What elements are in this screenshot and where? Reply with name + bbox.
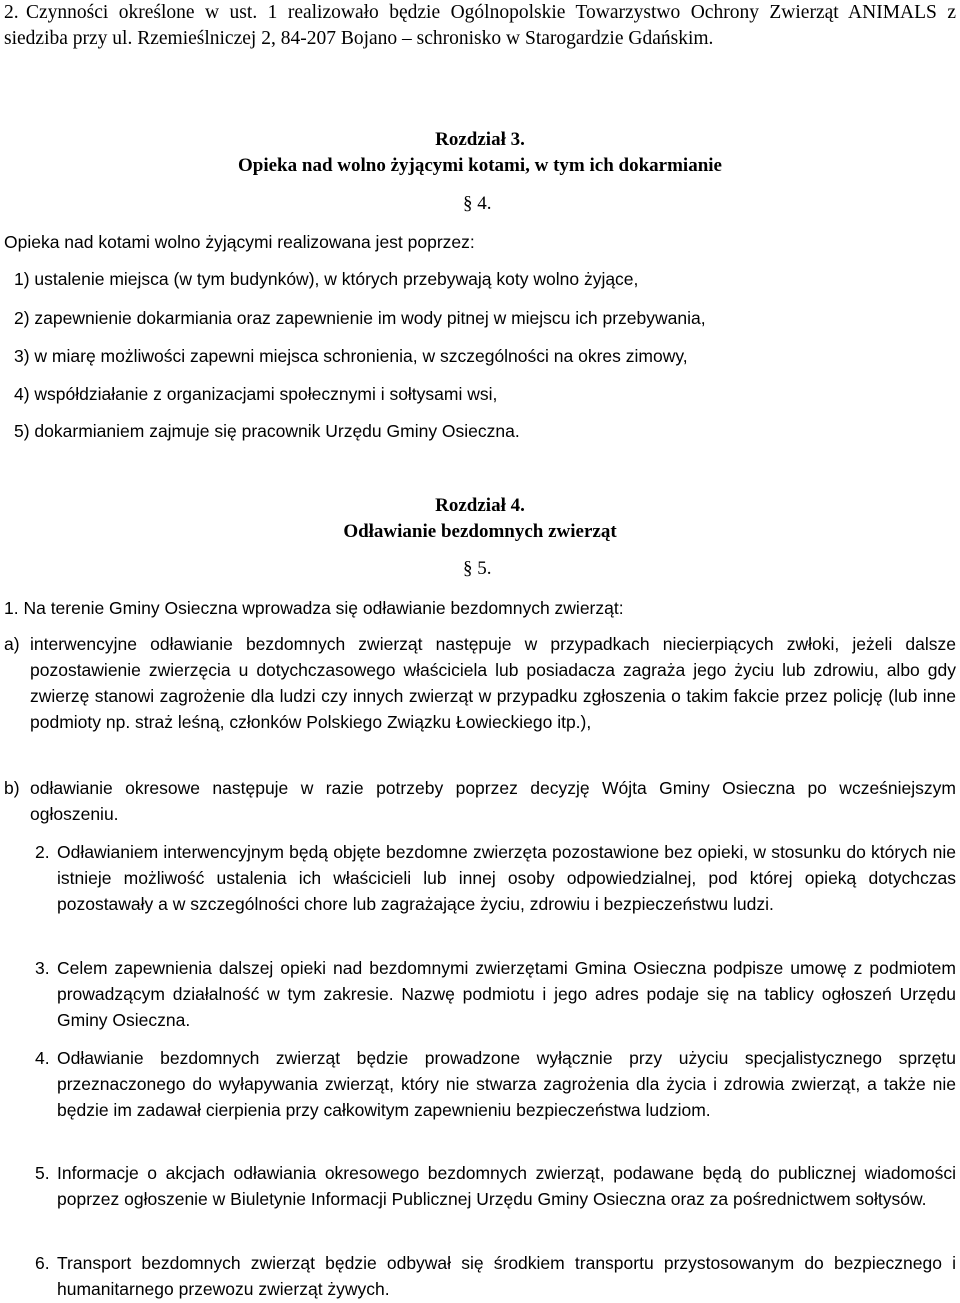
chapter-3-title: Opieka nad wolno żyjącymi kotami, w tym ich dokarmianie bbox=[238, 155, 722, 176]
chapter-4-paragraph-1: 1. Na terenie Gminy Osieczna wprowadza się odławianie bezdomnych zwierząt: bbox=[4, 598, 624, 618]
section-5-marker: § 5. bbox=[463, 558, 492, 579]
chapter-3-item-2: 2) zapewnienie dokarmiania oraz zapewnienie im wody pitnej w miejscu ich przebywania, bbox=[14, 308, 706, 328]
chapter-4-paragraph-3-text: Celem zapewnienia dalszej opieki nad bezdomnymi zwierzętami Gmina Osieczna podpisze umowę z podmiotem prowadzącym działalność w tym zakresie. Nazwę podmiotu i jego adres podaje się na tablicy ogłoszeń Urzędu Gminy Osieczna. bbox=[57, 958, 956, 1030]
intro-item-2 bbox=[4, 0, 956, 52]
chapter-3-lead: Opieka nad kotami wolno żyjącymi realizowana jest poprzez: bbox=[4, 232, 475, 252]
chapter-4-label: Rozdział 4. bbox=[435, 495, 525, 516]
chapter-4-title: Odławianie bezdomnych zwierząt bbox=[343, 521, 617, 542]
chapter-3-item-5: 5) dokarmianiem zajmuje się pracownik Urzędu Gminy Osieczna. bbox=[14, 421, 520, 441]
chapter-3-item-1: 1) ustalenie miejsca (w tym budynków), w których przebywają koty wolno żyjące, bbox=[14, 269, 639, 289]
chapter-4-paragraph-6-number: 6. bbox=[35, 1253, 50, 1273]
chapter-4-paragraph-5 bbox=[35, 1160, 956, 1212]
chapter-4-paragraph-4-text: Odławianie bezdomnych zwierząt będzie prowadzone wyłącznie przy użyciu specjalistycznego sprzętu przeznaczonego do wyłapywania zwierząt, który nie stwarza zagrożenia dla życia i zdrowia zwierząt, a także nie będzie im zadawał cierpienia przy całkowitym zapewnieniu bezpieczeństwa ludziom. bbox=[57, 1048, 956, 1120]
chapter-4-paragraph-5-text: Informacje o akcjach odławiania okresowego bezdomnych zwierząt, podawane będą do publicznej wiadomości poprzez ogłoszenie w Biuletynie Informacji Publicznej Urzędu Gminy Osieczna oraz za pośrednictwem sołtysów. bbox=[57, 1163, 956, 1209]
chapter-4-paragraph-2-text: Odławianiem interwencyjnym będą objęte bezdomne zwierzęta pozostawione bez opieki, w stosunku do których nie istnieje możliwość ustalenia ich właścicieli lub innej osoby odpowiedzialnej, pod której opieką dotychczas pozostawały a w szczególności chore lub zagrażające życiu, zdrowiu i bezpieczeństwu ludzi. bbox=[57, 842, 956, 914]
chapter-4-paragraph-4 bbox=[35, 1045, 956, 1123]
intro-item-2-text: Czynności określone w ust. 1 realizowało będzie Ogólnopolskie Towarzystwo Ochrony Zwierząt ANIMALS z siedziba przy ul. Rzemieślniczej 2, 84-207 Bojano – schronisko w Starogardzie Gdańskim. bbox=[4, 2, 956, 49]
chapter-3-label: Rozdział 3. bbox=[435, 129, 525, 150]
chapter-4-paragraph-2 bbox=[35, 839, 956, 917]
chapter-3-item-3: 3) w miarę możliwości zapewni miejsca schronienia, w szczególności na okres zimowy, bbox=[14, 346, 688, 366]
section-4-marker: § 4. bbox=[463, 193, 492, 214]
chapter-4-paragraph-5-number: 5. bbox=[35, 1163, 50, 1183]
intro-item-2-number: 2. bbox=[4, 2, 19, 23]
chapter-4-item-b bbox=[4, 775, 956, 827]
chapter-4-paragraph-4-number: 4. bbox=[35, 1048, 50, 1068]
chapter-4-paragraph-3 bbox=[35, 955, 956, 1033]
chapter-4-item-a-text: interwencyjne odławianie bezdomnych zwierząt następuje w przypadkach niecierpiących zwłoki, jeżeli dalsze pozostawienie zwierzęcia u dotychczasowego właściciela lub posiadacza zagraża jego życiu lub zdrowiu, albo gdy zwierzę stanowi zagrożenie dla ludzi czy innych zwierząt w przypadku zgłoszenia o takim fakcie przez policję (lub inne podmioty np. straż leśną, członków Polskiego Związku Łowieckiego itp.), bbox=[30, 634, 956, 732]
chapter-4-item-a-number: a) bbox=[4, 634, 20, 654]
chapter-4-item-a bbox=[4, 631, 956, 735]
chapter-4-paragraph-6-text: Transport bezdomnych zwierząt będzie odbywał się środkiem transportu przystosowanym do bezpiecznego i humanitarnego przewozu zwierząt żywych. bbox=[57, 1253, 956, 1299]
chapter-4-item-b-text: odławianie okresowe następuje w razie potrzeby poprzez decyzję Wójta Gminy Osieczna po wcześniejszym ogłoszeniu. bbox=[30, 778, 956, 824]
chapter-4-item-b-number: b) bbox=[4, 778, 20, 798]
chapter-4-paragraph-3-number: 3. bbox=[35, 958, 50, 978]
chapter-4-paragraph-2-number: 2. bbox=[35, 842, 50, 862]
chapter-4-paragraph-6 bbox=[35, 1250, 956, 1302]
chapter-3-item-4: 4) współdziałanie z organizacjami społecznymi i sołtysami wsi, bbox=[14, 384, 498, 404]
